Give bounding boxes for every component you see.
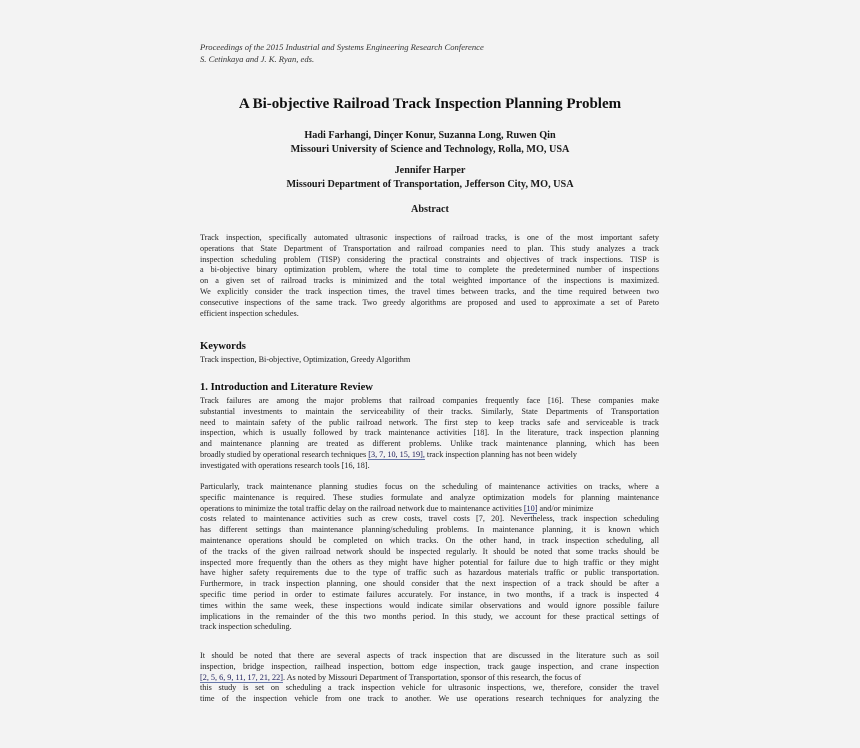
proceedings-header [200,41,484,65]
text-line: maintenance operations should be completed on which tracks. On the other hand, in track inspection scheduling, all [200,535,659,545]
text-line: this study is set on scheduling a track inspection vehicle for ultrasonic inspections, we, therefore, consider the travel [200,683,659,693]
text-line: Particularly, track maintenance planning studies focus on the scheduling of maintenance activities on tracks, where a [200,482,659,491]
text-line: has different settings than maintenance planning/scheduling problems. In maintenance planning, it is known which [200,525,659,535]
text-line: and maintenance planning are treated as different problems. Unlike track maintenance planning, which has been [200,439,659,449]
editors-line: S. Cetinkaya and J. K. Ryan, eds. [200,54,315,64]
text-line: inspection scheduling problem (TISP) considering the practical constraints and objectives of track inspections. TISP is [200,254,659,264]
author-affiliation: Missouri Department of Transportation, Jefferson City, MO, USA [286,179,574,190]
citation-link[interactable]: [2, 5, 6, 9, 11, 17, 21, 22] [200,672,283,682]
text-line: Track inspection, specifically automated ultrasonic inspections of railroad tracks, is one of the most important safety [200,233,659,242]
text-line: costs related to maintenance activities such as crew costs, travel costs [7, 20]. Nevertheless, track inspection scheduling [200,514,659,524]
intro-paragraph-1 [200,396,659,472]
abstract-text [200,233,659,319]
text-line: time of the inspection vehicle from one track to another. We use operations research techniques for analyzing the [200,694,659,704]
text-line: It should be noted that there are several aspects of track inspection that are discussed in the literature such as soil [200,651,659,660]
citation-link[interactable]: [10] [523,503,538,513]
author-names: Hadi Farhangi, Dinçer Konur, Suzanna Long, Ruwen Qin [304,130,556,141]
text-line: a bi-objective binary optimization problem, where the total time to complete the predetermined number of inspections [200,265,659,275]
paper-title: A Bi-objective Railroad Track Inspection Planning Problem [238,96,622,112]
keywords-text [200,355,659,366]
citation-link[interactable]: [3, 7, 10, 15, 19], [368,449,425,459]
text-line: inspection, bridge inspection, railhead inspection, bottom edge inspection, track gauge inspection, and crane inspection [200,661,659,671]
proceedings-line: Proceedings of the 2015 Industrial and Systems Engineering Research Conference [200,42,484,52]
intro-paragraph-3 [200,651,659,705]
text-line: of the tracks of the given railroad network should be inspected regularly. It should be noted that some tracks should be [200,546,659,556]
text-line: need to maintain safety of the public railroad network. The first step to keep tracks safe and serviceable is track [200,417,659,427]
text-line: Furthermore, in track inspection planning, one should consider that the next inspection of a track should be after a [200,579,659,589]
text-line: Track inspection, Bi-objective, Optimization, Greedy Algorithm [200,355,411,364]
text-line: We explicitly consider the track inspection times, the travel times between tracks, and the time required between two [200,286,659,296]
text-line: consecutive inspections of the same track. Two greedy algorithms are proposed and used to approximate a set of Pareto [200,297,659,307]
text-line: have higher safety requirements due to the type of traffic such as hazardous materials traffic or public transportation. [200,568,659,578]
text-line: operations that State Department of Transportation and railroad companies need to plan. This study analyzes a track [200,243,659,253]
section-heading: 1. Introduction and Literature Review [200,382,373,393]
text-line: [2, 5, 6, 9, 11, 17, 21, 22]. As noted by Missouri Department of Transportation, sponsor of this research, the focus of [200,672,582,682]
text-line: times within the same week, these inspections would indicate similar observations and would ignore possible failure [200,600,659,610]
text-line: broadly studied by operational research techniques [3, 7, 10, 15, 19], track inspection planning has not been widely [200,449,577,459]
author-affiliation: Missouri University of Science and Technology, Rolla, MO, USA [290,144,570,155]
author-block-2 [0,164,860,192]
text-line: operations to minimize the total traffic delay on the railroad network due to maintenance activities [10] and/or minimize [200,503,594,513]
author-block-1 [0,129,860,157]
text-line: Track failures are among the major problems that railroad companies frequently face [16]. These companies make [200,396,659,405]
intro-paragraph-2 [200,482,659,633]
abstract-heading: Abstract [411,204,449,215]
author-names: Jennifer Harper [394,165,466,176]
text-line: specific maintenance is required. These studies formulate and analyze optimization models for planning maintenance [200,492,659,502]
text-line: investigated with operations research tools [16, 18]. [200,460,370,470]
text-line: track inspection scheduling. [200,622,292,632]
text-line: inspected more frequently than the others as they might have higher potential for failure due to high traffic or they might [200,557,659,567]
text-line: specific time period in order to estimate failures accurately. For instance, in two months, if a track is inspected 4 [200,589,659,599]
keywords-heading: Keywords [200,341,246,352]
text-line: inspection, which is usually followed by track maintenance activities [18]. In the literature, track inspection planning [200,428,659,438]
text-line: substantial investments to maintain the serviceability of their tracks. Similarly, State Departments of Transportation [200,406,659,416]
text-line: efficient inspection schedules. [200,308,299,318]
text-line: on a given set of railroad tracks is minimized and the total weighted importance of the inspections is maximized. [200,276,659,286]
text-line: implications in the remainder of the this two months period. In this study, we account for these practical settings of [200,611,659,621]
